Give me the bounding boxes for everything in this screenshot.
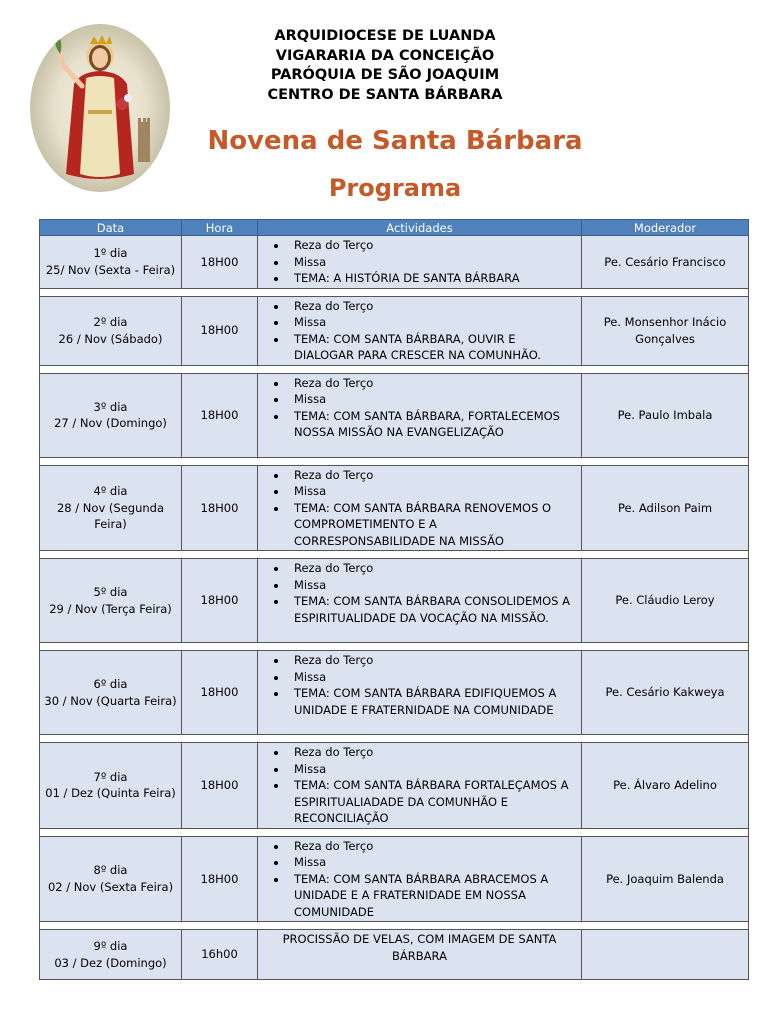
activities-cell xyxy=(258,559,582,643)
moderator-cell: Pe. Adilson Paim xyxy=(582,465,749,551)
date-label: 27 / Nov (Domingo) xyxy=(54,416,167,430)
row-spacer xyxy=(40,643,749,651)
spacer-cell xyxy=(40,922,749,930)
activity-item: • TEMA: A HISTÓRIA DE SANTA BÁRBARA xyxy=(288,270,575,287)
activity-text: PROCISSÃO DE VELAS, COM IMAGEM DE SANTA BÁRBARA xyxy=(282,932,557,963)
spacer-cell xyxy=(40,735,749,743)
day-label: 4º dia xyxy=(93,484,128,498)
day-label: 1º dia xyxy=(93,246,128,261)
date-cell xyxy=(40,236,182,289)
activities-cell xyxy=(258,651,582,735)
row-spacer xyxy=(40,288,749,296)
date-cell xyxy=(40,836,182,922)
activities-list xyxy=(264,744,575,827)
activities-cell xyxy=(258,236,582,289)
table-row xyxy=(40,651,749,735)
activity-item: • Missa xyxy=(288,761,575,778)
date-cell xyxy=(40,559,182,643)
row-spacer xyxy=(40,735,749,743)
program-body xyxy=(40,236,749,980)
spacer-cell xyxy=(40,457,749,465)
date-label: 02 / Nov (Sexta Feira) xyxy=(47,879,174,894)
moderator-cell: Pe. Paulo Imbala xyxy=(582,373,749,457)
date-cell xyxy=(40,743,182,829)
activity-item: • Missa xyxy=(288,854,575,871)
date-label: 03 / Dez (Domingo) xyxy=(54,955,167,970)
activity-item: • TEMA: COM SANTA BÁRBARA CONSOLIDEMOS A ESPIRITUALIDADE DA VOCAÇÃO NA MISSÃO. xyxy=(288,593,575,626)
day-label: 2º dia xyxy=(93,315,128,329)
activity-item: • TEMA: COM SANTA BÁRBARA RENOVEMOS O COMPROMETIMENTO E A CORRESPONSABILIDADE NA MISSÃO xyxy=(288,500,575,550)
date-cell xyxy=(40,930,182,980)
activity-item: • Reza do Terço xyxy=(288,237,575,254)
spacer-cell xyxy=(40,828,749,836)
activities-cell xyxy=(258,465,582,551)
page-subtitle: Programa xyxy=(328,174,462,202)
spacer-cell xyxy=(40,288,749,296)
activity-item: • TEMA: COM SANTA BÁRBARA EDIFIQUEMOS A UNIDADE E FRATERNIDADE NA COMUNIDADE xyxy=(288,685,575,718)
table-row xyxy=(40,930,749,980)
moderator-cell: Pe. Cesário Francisco xyxy=(582,236,749,289)
day-label: 3º dia xyxy=(93,399,128,414)
header-line: PARÓQUIA DE SÃO JOAQUIM xyxy=(270,67,500,83)
header-line: VIGARARIA DA CONCEIÇÃO xyxy=(275,47,495,64)
activities-list xyxy=(264,652,575,718)
activities-list xyxy=(264,298,575,364)
activity-item: • Missa xyxy=(288,483,575,500)
activities-list xyxy=(264,560,575,626)
column-header-hora: Hora xyxy=(182,220,258,236)
column-header-actividades: Actividades xyxy=(258,220,582,236)
row-spacer xyxy=(40,551,749,559)
time-cell: 18H00 xyxy=(182,651,258,735)
date-label: 25/ Nov (Sexta - Feira) xyxy=(45,262,176,277)
activities-list xyxy=(264,838,575,921)
time-cell: 18H00 xyxy=(182,465,258,551)
header-line: CENTRO DE SANTA BÁRBARA xyxy=(267,86,503,103)
table-row xyxy=(40,836,749,922)
time-cell: 18H00 xyxy=(182,296,258,365)
table-row xyxy=(40,465,749,551)
time-cell: 18H00 xyxy=(182,836,258,922)
date-cell xyxy=(40,296,182,365)
program-table xyxy=(39,219,749,980)
activity-item: • Reza do Terço xyxy=(288,838,575,855)
time-cell: 16h00 xyxy=(182,930,258,980)
moderator-cell: Pe. Cláudio Leroy xyxy=(582,559,749,643)
page-title: Novena de Santa Bárbara xyxy=(207,126,583,156)
row-spacer xyxy=(40,828,749,836)
moderator-cell xyxy=(582,930,749,980)
activity-item: • Missa xyxy=(288,669,575,686)
activity-item: • TEMA: COM SANTA BÁRBARA, FORTALECEMOS NOSSA MISSÃO NA EVANGELIZAÇÃO xyxy=(288,408,575,441)
row-spacer xyxy=(40,365,749,373)
spacer-cell xyxy=(40,365,749,373)
moderator-cell: Pe. Monsenhor Inácio Gonçalves xyxy=(582,296,749,365)
time-cell: 18H00 xyxy=(182,559,258,643)
activities-cell xyxy=(258,930,582,980)
row-spacer xyxy=(40,922,749,930)
activity-item: • Reza do Terço xyxy=(288,652,575,669)
activity-item: • Missa xyxy=(288,314,575,331)
header-line: ARQUIDIOCESE DE LUANDA xyxy=(274,28,496,44)
day-label: 6º dia xyxy=(93,677,128,691)
day-label: 5º dia xyxy=(93,585,128,599)
column-header-data: Data xyxy=(40,220,182,236)
activity-item: • Reza do Terço xyxy=(288,560,575,577)
activity-item: • TEMA: COM SANTA BÁRBARA ABRACEMOS A UNIDADE E A FRATERNIDADE EM NOSSA COMUNIDADE xyxy=(288,871,575,921)
column-header-moderador: Moderador xyxy=(582,220,749,236)
activity-item: • Missa xyxy=(288,577,575,594)
date-cell xyxy=(40,651,182,735)
activities-cell xyxy=(258,743,582,829)
time-cell: 18H00 xyxy=(182,236,258,289)
day-label: 7º dia xyxy=(93,769,128,784)
table-row xyxy=(40,236,749,289)
activities-list xyxy=(264,467,575,550)
diocese-header xyxy=(220,27,550,105)
table-row xyxy=(40,743,749,829)
date-label: 28 / Nov (Segunda Feira) xyxy=(56,500,164,531)
table-row xyxy=(40,559,749,643)
table-row xyxy=(40,296,749,365)
activity-item: • Reza do Terço xyxy=(288,375,575,392)
activity-item: • TEMA: COM SANTA BÁRBARA FORTALEÇAMOS A ESPIRITUALIADADE DA COMUNHÃO E RECONCILIAÇÃO xyxy=(288,777,575,827)
date-label: 01 / Dez (Quinta Feira) xyxy=(45,786,176,801)
moderator-cell: Pe. Álvaro Adelino xyxy=(582,743,749,829)
row-spacer xyxy=(40,457,749,465)
spacer-cell xyxy=(40,551,749,559)
activity-item: • Reza do Terço xyxy=(288,744,575,761)
date-label: 30 / Nov (Quarta Feira) xyxy=(44,693,177,708)
day-label: 9º dia xyxy=(93,939,128,953)
activities-cell xyxy=(258,373,582,457)
time-cell: 18H00 xyxy=(182,743,258,829)
table-row xyxy=(40,373,749,457)
date-cell xyxy=(40,465,182,551)
activity-item: • TEMA: COM SANTA BÁRBARA, OUVIR E DIALOGAR PARA CRESCER NA COMUNHÃO. xyxy=(288,331,575,364)
activities-list xyxy=(264,375,575,441)
activities-cell xyxy=(258,836,582,922)
day-label: 8º dia xyxy=(93,863,128,878)
activity-item: • Missa xyxy=(288,391,575,408)
moderator-cell: Pe. Joaquim Balenda xyxy=(582,836,749,922)
activity-item: • Reza do Terço xyxy=(288,467,575,484)
activity-item: • Missa xyxy=(288,254,575,271)
date-cell xyxy=(40,373,182,457)
table-header-row xyxy=(40,220,749,236)
saint-barbara-image xyxy=(30,24,170,192)
time-cell: 18H00 xyxy=(182,373,258,457)
date-label: 26 / Nov (Sábado) xyxy=(58,331,163,346)
date-label: 29 / Nov (Terça Feira) xyxy=(49,601,172,616)
activity-item: • Reza do Terço xyxy=(288,298,575,315)
spacer-cell xyxy=(40,643,749,651)
moderator-cell: Pe. Cesário Kakweya xyxy=(582,651,749,735)
activities-list xyxy=(264,237,575,287)
activities-cell xyxy=(258,296,582,365)
